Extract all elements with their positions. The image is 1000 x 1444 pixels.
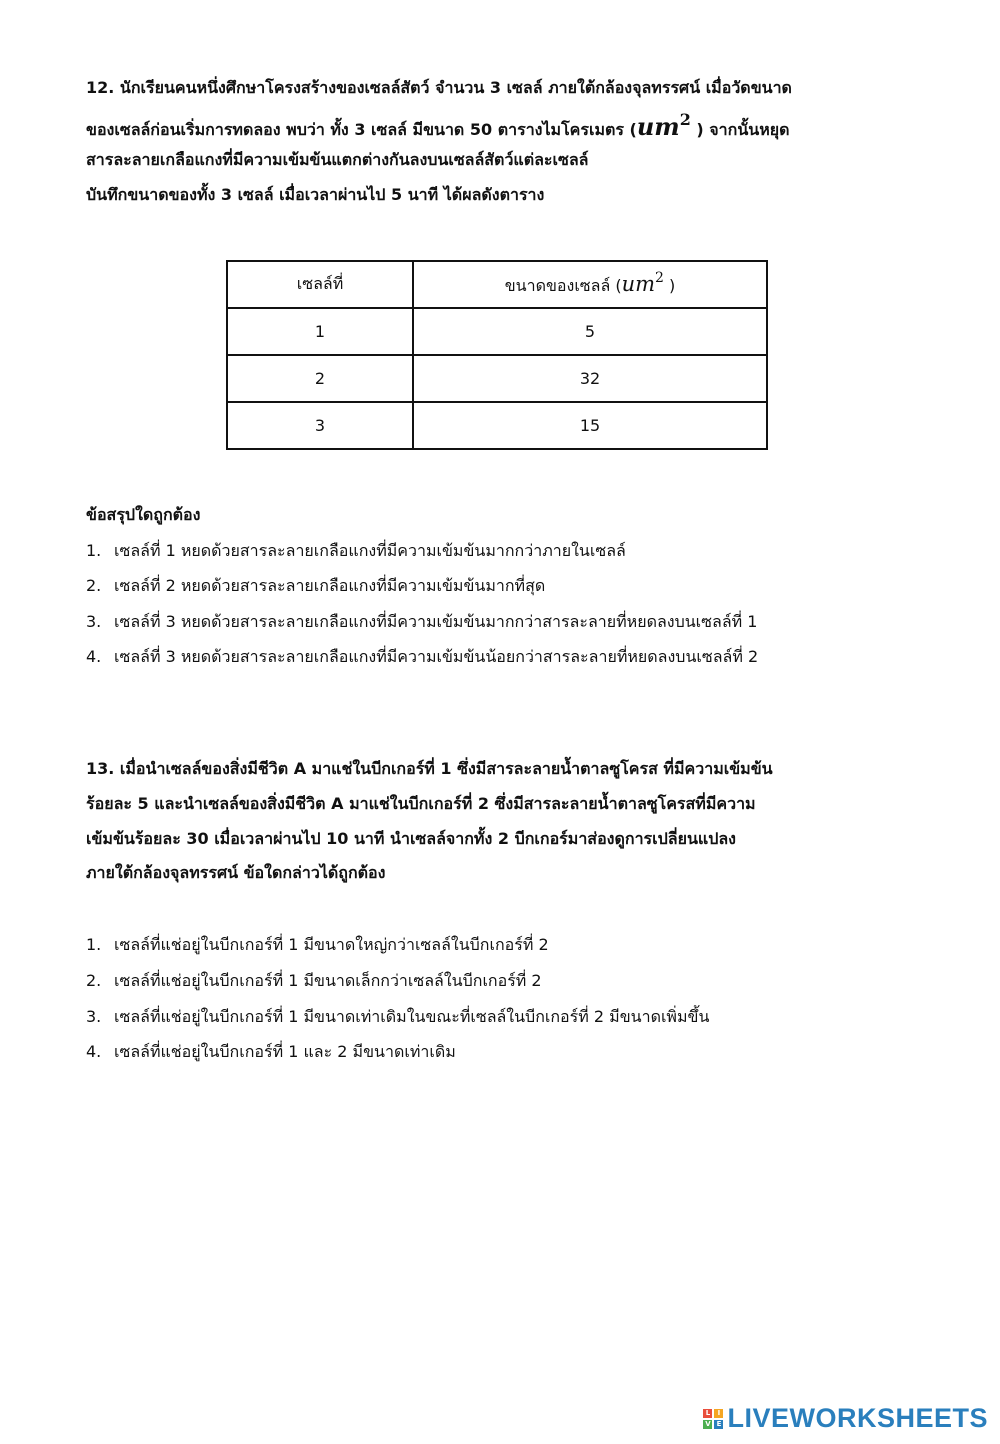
q12-line-4: บันทึกขนาดของทั้ง 3 เซลล์ เมื่อเวลาผ่านไป 5 นาที ได้ผลดังตาราง <box>86 185 545 204</box>
table-header-row <box>227 261 767 308</box>
q12-option-4[interactable]: 4. เซลล์ที่ 3 หยดด้วยสารละลายเกลือแกงที่มีความเข้มข้นน้อยกว่าสารละลายที่หยดลงบนเซลล์ที่ 2 <box>86 647 759 666</box>
liveworksheets-logo-icon <box>703 1409 723 1429</box>
cell-number: 1 <box>227 308 413 355</box>
unit-um2: $um^2$ <box>636 110 691 141</box>
col-header-cell: เซลล์ที่ <box>227 261 413 308</box>
table-row <box>227 308 767 355</box>
logo-tile: V <box>705 1419 711 1428</box>
q13-option-2[interactable]: 2. เซลล์ที่แช่อยู่ในบีกเกอร์ที่ 1 มีขนาดเล็กกว่าเซลล์ในบีกเกอร์ที่ 2 <box>86 971 542 990</box>
cell-size-table <box>226 260 768 450</box>
q13-option-1[interactable]: 1. เซลล์ที่แช่อยู่ในบีกเกอร์ที่ 1 มีขนาดใหญ่กว่าเซลล์ในบีกเกอร์ที่ 2 <box>86 935 549 954</box>
q12-option-2[interactable]: 2. เซลล์ที่ 2 หยดด้วยสารละลายเกลือแกงที่มีความเข้มข้นมากที่สุด <box>86 576 546 595</box>
cell-size: 5 <box>413 308 767 355</box>
cell-size: 32 <box>413 355 767 402</box>
cell-size: 15 <box>413 402 767 449</box>
col-header-size: ขนาดของเซลล์ ($um^2$ ) <box>413 261 767 308</box>
q12-line-1: 12. นักเรียนคนหนึ่งศึกษาโครงสร้างของเซลล์สัตว์ จำนวน 3 เซลล์ ภายใต้กล้องจุลทรรศน์ เมื่อวัดขนาด <box>86 78 792 97</box>
q12-line-3: สารละลายเกลือแกงที่มีความเข้มข้นแตกต่างกันลงบนเซลล์สัตว์แต่ละเซลล์ <box>86 150 589 169</box>
q12-line-2 <box>86 110 790 143</box>
q13-line-2: ร้อยละ 5 และนำเซลล์ของสิ่งมีชีวิต A มาแช่ในบีกเกอร์ที่ 2 ซึ่งมีสารละลายน้ำตาลซูโครสที่มีความ <box>86 794 756 813</box>
q13-line-3: เข้มข้นร้อยละ 30 เมื่อเวลาผ่านไป 10 นาที นำเซลล์จากทั้ง 2 บีกเกอร์มาส่องดูการเปลี่ยนแปลง <box>86 829 736 848</box>
q12-conclusion-heading: ข้อสรุปใดถูกต้อง <box>86 505 201 524</box>
table-row <box>227 402 767 449</box>
liveworksheets-brand[interactable] <box>703 1403 988 1434</box>
logo-tile: I <box>714 1409 723 1418</box>
q13-option-4[interactable]: 4. เซลล์ที่แช่อยู่ในบีกเกอร์ที่ 1 และ 2 มีขนาดเท่าเดิม <box>86 1042 456 1061</box>
q12-line-2a: ของเซลล์ก่อนเริ่มการทดลอง พบว่า ทั้ง 3 เซลล์ มีขนาด 50 ตารางไมโครเมตร ( <box>86 120 637 139</box>
logo-tile: L <box>703 1409 712 1418</box>
q12-line-2b: ) จากนั้นหยุด <box>690 120 790 139</box>
cell-number: 2 <box>227 355 413 402</box>
q13-line-1: 13. เมื่อนำเซลล์ของสิ่งมีชีวิต A มาแช่ในบีกเกอร์ที่ 1 ซึ่งมีสารละลายน้ำตาลซูโครส ที่มีความเข้มข้น <box>86 759 773 778</box>
logo-tile: E <box>714 1420 723 1429</box>
cell-number: 3 <box>227 402 413 449</box>
q13-option-3[interactable]: 3. เซลล์ที่แช่อยู่ในบีกเกอร์ที่ 1 มีขนาดเท่าเดิมในขณะที่เซลล์ในบีกเกอร์ที่ 2 มีขนาดเพิ่มขึ้น <box>86 1007 710 1026</box>
q13-line-4: ภายใต้กล้องจุลทรรศน์ ข้อใดกล่าวได้ถูกต้อง <box>86 863 386 882</box>
brand-name: LIVEWORKSHEETS <box>727 1403 988 1433</box>
table-row <box>227 355 767 402</box>
q12-option-1[interactable]: 1. เซลล์ที่ 1 หยดด้วยสารละลายเกลือแกงที่มีความเข้มข้นมากกว่าภายในเซลล์ <box>86 541 626 560</box>
q12-option-3[interactable]: 3. เซลล์ที่ 3 หยดด้วยสารละลายเกลือแกงที่มีความเข้มข้นมากกว่าสารละลายที่หยดลงบนเซลล์ที่ 1 <box>86 612 758 631</box>
